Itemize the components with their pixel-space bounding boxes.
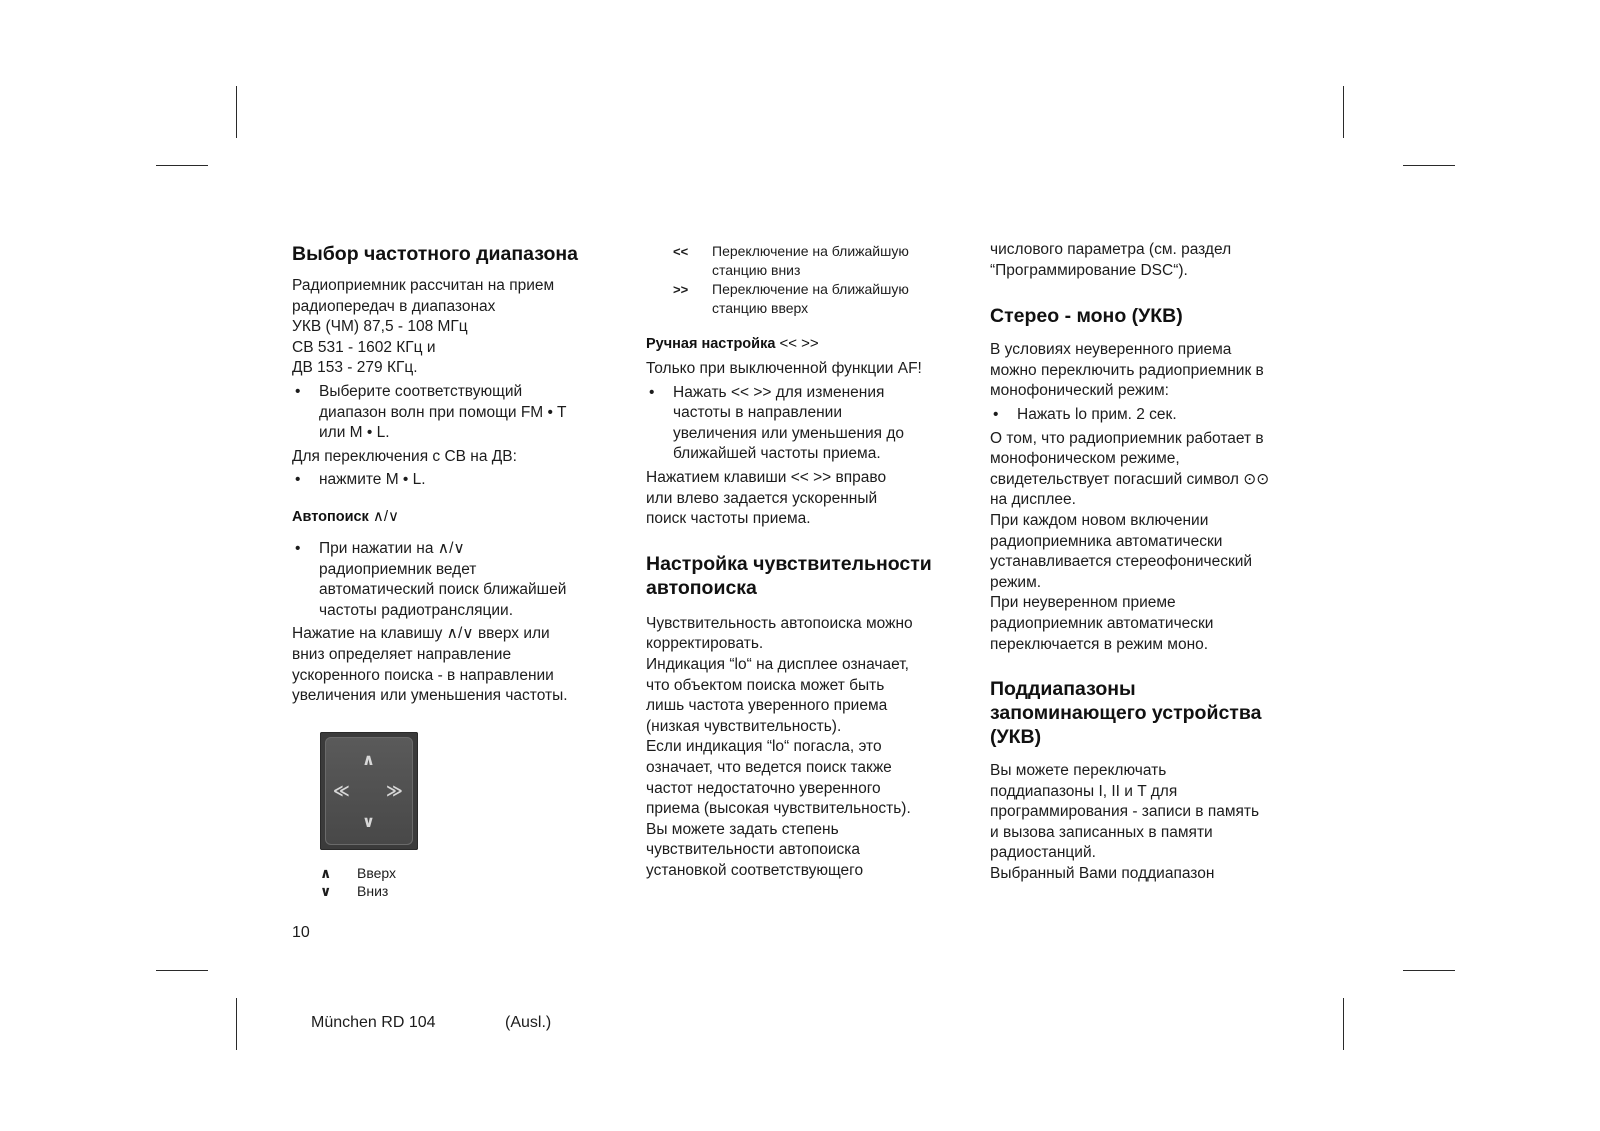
intro-line: радиопередач в диапазонах [292, 297, 496, 315]
intro-line: Радиоприемник рассчитан на прием [292, 277, 555, 294]
heading-autosearch [292, 507, 622, 527]
para-line: установкой соответствующего [646, 861, 864, 879]
switch-text: Для переключения с СВ на ДВ: [292, 447, 517, 465]
column-left [292, 240, 622, 707]
column-right [990, 240, 1320, 885]
bullet-line: Нажать lo прим. 2 сек. [1017, 405, 1177, 423]
para-line: свидетельствует погасший символ ⊙⊙ [990, 470, 1270, 488]
para-line: Вы можете переключать [990, 762, 1167, 780]
bullet-line: При нажатии на ∧/∨ [319, 539, 465, 557]
key-desc-line: Переключение на ближайшую [712, 243, 909, 259]
arrow-down-icon: ∨ [320, 883, 332, 899]
para-line: частот недостаточно уверенного [646, 779, 881, 797]
crop-mark [236, 998, 237, 1050]
bullet-line: увеличения или уменьшения до [673, 424, 905, 442]
para-line: устанавливается стереофонический [990, 553, 1253, 571]
seek-symbol: << >> [779, 335, 819, 352]
intro-line: УКВ (ЧМ) 87,5 - 108 МГц [292, 318, 468, 336]
para-line: увеличения или уменьшения частоты. [292, 687, 568, 705]
para-line: на дисплее. [990, 491, 1076, 509]
bullet-autosearch [292, 539, 622, 621]
footer-suffix: (Ausl.) [505, 1014, 552, 1031]
bullet-line: Нажать << >> для изменения [673, 383, 885, 401]
para-line: и вызова записанных в памяти [990, 823, 1213, 841]
bullet-dot: • [295, 471, 301, 489]
column-middle [646, 240, 976, 881]
para-line: числового параметра (см. раздел [990, 241, 1232, 258]
para-line: поддиапазоны I, II и T для [990, 782, 1178, 800]
para-line: Вы можете задать степень [646, 820, 839, 838]
para-line: монофонический режим: [990, 382, 1169, 400]
footer-model: München RD 104 [311, 1014, 436, 1031]
para-line: программирования - записи в память [990, 803, 1260, 821]
heading-line: автопоиска [646, 576, 757, 599]
bullet-select-band [292, 382, 622, 444]
heading-memory-subbands [990, 677, 1320, 749]
bullet-dot: • [295, 382, 301, 400]
para-line: вниз определяет направление [292, 645, 512, 663]
legend-label: Вверх [357, 865, 397, 881]
bullet-line: или M • L. [319, 424, 390, 442]
para-line: ускоренного поиска - в направлении [292, 666, 554, 684]
para-line: или влево задается ускоренный [646, 489, 878, 507]
heading-autosearch-label: Автопоиск [292, 508, 369, 525]
double-arrow-right-icon: ≫ [386, 783, 403, 800]
crop-mark [1343, 86, 1344, 138]
key-seek-down [646, 242, 976, 280]
intro-line: СВ 531 - 1602 КГц и [292, 338, 436, 356]
bullet-line: ближайшей частоты приема. [673, 445, 881, 463]
key-desc-line: Переключение на ближайшую [712, 281, 909, 297]
para-line: радиоприемника автоматически [990, 532, 1223, 550]
legend-label: Вниз [357, 883, 389, 899]
para-line: Если индикация “lo“ погасла, это [646, 738, 882, 756]
heading-line: Поддиапазоны [990, 678, 1136, 701]
para-line: “Программирование DSC“). [990, 261, 1188, 279]
crop-mark [1403, 165, 1455, 166]
arrow-up-icon: ∧ [362, 752, 375, 769]
para-line: (низкая чувствительность). [646, 717, 842, 735]
manual-note: Только при выключенной функции AF! [646, 360, 922, 377]
bullet-line: Выберите соответствующий [319, 382, 523, 400]
crop-mark [156, 165, 208, 166]
bullet-dot: • [993, 405, 999, 423]
bullet-line: радиоприемник ведет [319, 560, 477, 578]
bullet-dot: • [649, 383, 655, 401]
para-line: О том, что радиоприемник работает в [990, 429, 1264, 447]
para-line: режим. [990, 573, 1042, 591]
bullet-dot: • [295, 539, 301, 557]
bullet-line: частоты радиотрансляции. [319, 601, 514, 619]
crop-mark [1343, 998, 1344, 1050]
arrow-down-icon: ∨ [362, 814, 375, 831]
bullet-press-lo [990, 405, 1320, 426]
arrow-up-icon: ∧ [320, 865, 332, 881]
para-line: При каждом новом включении [990, 511, 1209, 529]
crop-mark [1403, 970, 1455, 971]
up-down-symbol: ∧/∨ [372, 507, 399, 525]
crop-mark [156, 970, 208, 971]
para-line: Чувствительность автопоиска можно [646, 614, 913, 632]
bullet-line: диапазон волн при помощи FM • T [319, 403, 567, 421]
para-line: приема (высокая чувствительность). [646, 800, 911, 818]
key-seek-up [646, 280, 976, 318]
para-line: радиостанций. [990, 844, 1096, 862]
heading-sensitivity [646, 552, 976, 600]
para-line: поиск частоты приема. [646, 510, 811, 528]
intro-line: ДВ 153 - 279 КГц. [292, 359, 418, 377]
para-line: корректировать. [646, 635, 764, 653]
para-line: лишь частота уверенного приема [646, 697, 888, 715]
para-line: переключается в режим моно. [990, 635, 1209, 653]
bullet-line: частоты в направлении [673, 404, 842, 422]
key-desc-line: станцию вверх [712, 300, 809, 316]
key-desc-line: станцию вниз [712, 262, 801, 278]
para-line: Индикация “lo“ на дисплее означает, [646, 655, 909, 673]
para-line: При неуверенном приеме [990, 594, 1176, 612]
bullet-line: нажмите M • L. [319, 471, 426, 489]
heading-manual-tuning [646, 334, 976, 354]
heading-band-selection: Выбор частотного диапазона [292, 243, 578, 265]
para-line: Выбранный Вами поддиапазон [990, 865, 1215, 883]
crop-mark [236, 86, 237, 138]
heading-line: Настройка чувствительности [646, 552, 932, 575]
seek-up-key: >> [673, 282, 689, 297]
para-line: чувствительности автопоиска [646, 841, 860, 859]
para-line: радиоприемник автоматически [990, 614, 1214, 632]
para-line: монофоническом режиме, [990, 450, 1180, 468]
para-line: В условиях неуверенного приема [990, 341, 1232, 359]
para-line: можно переключить радиоприемник в [990, 361, 1264, 379]
para-line: Нажатием клавиши << >> вправо [646, 468, 887, 486]
double-arrow-left-icon: ≪ [333, 783, 350, 800]
keypad-legend [292, 864, 492, 900]
legend-row-up [292, 864, 492, 882]
para-line: Нажатие на клавишу ∧/∨ вверх или [292, 625, 550, 643]
heading-line: запоминающего устройства [990, 702, 1262, 725]
seek-down-key: << [673, 244, 689, 259]
keypad-image [320, 732, 418, 850]
para-line: означает, что ведется поиск также [646, 758, 892, 776]
heading-manual-label: Ручная настройка [646, 336, 776, 352]
bullet-press-ml [292, 470, 622, 491]
heading-line: (УКВ) [990, 726, 1042, 749]
para-line: что объектом поиска может быть [646, 676, 885, 694]
legend-row-down [292, 882, 492, 900]
heading-stereo-mono: Стерео - моно (УКВ) [990, 305, 1183, 328]
bullet-manual [646, 383, 976, 465]
bullet-line: автоматический поиск ближайшей [319, 581, 567, 599]
page-number: 10 [292, 924, 310, 941]
